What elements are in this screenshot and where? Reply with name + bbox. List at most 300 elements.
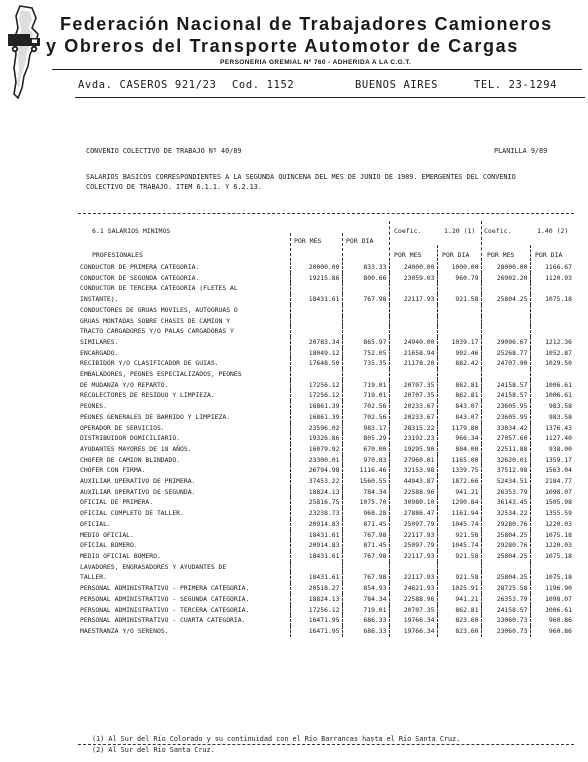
header-divider [342, 233, 343, 261]
header-divider [481, 221, 482, 261]
row-value-c1dia [437, 283, 481, 294]
row-description: CONDUCTOR DE TERCERA CATEGORIA (FLETES AL [80, 284, 238, 293]
row-value-mes: 18431.61 [290, 294, 342, 305]
intro-line-1: SALARIOS BASICOS CORRESPONDIENTES A LA SEGUNDA QUINCENA DEL MES DE JUNIO DE 1989. EMERGENTES DEL CONVENIO [86, 173, 516, 181]
table-row [78, 465, 574, 476]
row-value-c1mes: 23059.03 [389, 273, 437, 284]
row-value-dia: 983.17 [342, 423, 389, 434]
row-value-dia: 968.28 [342, 508, 389, 519]
table-row [78, 412, 574, 423]
row-value-dia [342, 283, 389, 294]
row-value-mes [290, 283, 342, 294]
row-value-mes [290, 326, 342, 337]
row-value-mes: 20000.00 [290, 262, 342, 273]
letterhead-bottom-rule [75, 97, 585, 98]
row-value-c2dia: 1075.18 [530, 530, 574, 541]
letterhead-divider [52, 69, 582, 70]
row-value-c1mes: 19766.34 [389, 615, 437, 626]
row-value-c2dia: 1355.59 [530, 508, 574, 519]
row-value-c2dia: 1075.18 [530, 551, 574, 562]
row-value-c1mes: 22117.93 [389, 551, 437, 562]
row-value-c2dia: 938.00 [530, 444, 574, 455]
row-value-mes: 19326.86 [290, 433, 342, 444]
row-description: OFICIAL. [80, 519, 111, 528]
row-description: PERSONAL ADMINISTRATIVO - TERCERA CATEGORIA. [80, 605, 250, 614]
row-description: CONDUCTOR DE PRIMERA CATEGORIA. [80, 263, 200, 271]
row-value-mes: 18431.61 [290, 551, 342, 562]
row-value-dia: 784.34 [342, 487, 389, 498]
row-value-c2dia: 1127.40 [530, 433, 574, 444]
row-value-dia: 735.35 [342, 358, 389, 369]
row-value-dia: 871.45 [342, 519, 389, 530]
row-value-c2dia [530, 369, 574, 380]
header-divider [290, 233, 291, 261]
row-value-dia [342, 562, 389, 573]
row-value-c1mes: 19766.34 [389, 626, 437, 637]
table-row [78, 615, 574, 626]
row-value-mes: 23238.73 [290, 508, 342, 519]
row-value-c1mes: 28315.22 [389, 423, 437, 434]
row-value-c1mes [389, 326, 437, 337]
row-value-dia [342, 326, 389, 337]
header-c2-por-mes: POR MES [487, 251, 515, 259]
row-description: PEONES. [80, 402, 107, 411]
row-value-dia: 1116.46 [342, 465, 389, 476]
header-c1-por-dia: POR DIA [442, 251, 470, 259]
letterhead-address: Avda. CASEROS 921/23 [78, 79, 217, 91]
row-value-c1dia: 921.58 [437, 551, 481, 562]
table-row [78, 594, 574, 605]
row-value-c1dia: 843.07 [437, 401, 481, 412]
table-row [78, 316, 574, 327]
table-row [78, 626, 574, 637]
row-value-c1mes: 19295.90 [389, 444, 437, 455]
row-value-c1dia: 804.00 [437, 444, 481, 455]
table-row [78, 572, 574, 583]
table-row [78, 390, 574, 401]
table-row [78, 540, 574, 551]
row-value-mes: 20914.83 [290, 540, 342, 551]
row-value-mes: 20518.27 [290, 583, 342, 594]
row-value-c2mes: 32534.22 [481, 508, 530, 519]
row-value-c1dia [437, 305, 481, 316]
row-value-c2mes: 27057.60 [481, 433, 530, 444]
letterhead [0, 0, 588, 120]
row-value-c2mes [481, 305, 530, 316]
row-value-c1dia: 862.81 [437, 605, 481, 616]
row-value-mes: 16471.95 [290, 626, 342, 637]
row-value-mes [290, 316, 342, 327]
row-value-c2dia: 1359.17 [530, 455, 574, 466]
row-value-c1mes: 24621.93 [389, 583, 437, 594]
row-value-dia: 686.33 [342, 626, 389, 637]
row-value-c1mes: 20707.35 [389, 380, 437, 391]
row-value-c2dia: 983.58 [530, 401, 574, 412]
row-description: SIMILARES. [80, 337, 119, 346]
row-value-c2mes: 25804.25 [481, 572, 530, 583]
row-value-c2mes [481, 562, 530, 573]
row-value-c2dia: 1196.90 [530, 583, 574, 594]
row-value-c1mes: 22588.96 [389, 487, 437, 498]
row-value-mes: 23596.02 [290, 423, 342, 434]
row-value-dia: 670.00 [342, 444, 389, 455]
row-description: PEONES GENERALES DE BARRIDO Y LIMPIEZA. [80, 412, 231, 421]
row-value-dia: 767.98 [342, 294, 389, 305]
row-value-dia: 800.66 [342, 273, 389, 284]
row-value-c1mes: 21658.94 [389, 348, 437, 359]
row-value-dia [342, 369, 389, 380]
row-value-c1mes: 20233.67 [389, 412, 437, 423]
row-value-c1dia: 966.34 [437, 433, 481, 444]
row-value-dia: 719.01 [342, 380, 389, 391]
row-value-mes: 25816.75 [290, 497, 342, 508]
table-row [78, 380, 574, 391]
row-value-c1mes: 23192.23 [389, 433, 437, 444]
row-description: PERSONAL ADMINISTRATIVO - CUARTA CATEGORIA. [80, 616, 246, 625]
row-value-c2dia: 1052.87 [530, 348, 574, 359]
row-value-c2dia: 1075.18 [530, 572, 574, 583]
row-value-c1mes: 44943.87 [389, 476, 437, 487]
row-value-dia: 970.83 [342, 455, 389, 466]
table-row [78, 551, 574, 562]
coef2-label: Coefic. [484, 227, 512, 235]
row-value-dia [342, 305, 389, 316]
row-value-c1dia: 843.07 [437, 412, 481, 423]
row-value-c2dia: 1220.03 [530, 540, 574, 551]
row-value-dia: 719.01 [342, 605, 389, 616]
row-value-c2dia: 1075.18 [530, 294, 574, 305]
row-value-c2dia: 960.86 [530, 615, 574, 626]
row-value-c2dia: 1505.98 [530, 497, 574, 508]
row-value-dia: 1560.55 [342, 476, 389, 487]
table-row [78, 476, 574, 487]
row-value-c1dia: 1045.74 [437, 519, 481, 530]
row-value-c2dia: 1166.67 [530, 262, 574, 273]
row-value-mes [290, 562, 342, 573]
row-value-c1mes: 22588.96 [389, 594, 437, 605]
row-value-c2mes: 36143.45 [481, 497, 530, 508]
row-value-c2mes: 24707.90 [481, 358, 530, 369]
row-value-c2mes: 28725.58 [481, 583, 530, 594]
row-value-c2dia [530, 326, 574, 337]
row-value-c1dia: 960.79 [437, 273, 481, 284]
row-description: TRACTO CARGADORES Y/O PALAS CARGADORAS Y [80, 327, 234, 336]
row-value-dia: 865.97 [342, 337, 389, 348]
coef1-value: 1.20 (1) [444, 227, 476, 235]
row-value-c2dia: 1220.03 [530, 519, 574, 530]
row-value-mes: 16861.39 [290, 412, 342, 423]
row-value-mes [290, 305, 342, 316]
row-value-c1mes: 22117.93 [389, 294, 437, 305]
table-row [78, 305, 574, 316]
row-description: DISTRIBUIDOR DOMICILIARIO. [80, 434, 181, 443]
row-value-c2dia: 1098.07 [530, 594, 574, 605]
row-value-c1dia: 921.58 [437, 572, 481, 583]
row-value-c2mes: 23060.73 [481, 615, 530, 626]
row-value-mes: 16861.39 [290, 401, 342, 412]
row-value-c2mes: 37512.98 [481, 465, 530, 476]
letterhead-postal-code: Cod. 1152 [232, 79, 295, 91]
row-description: MEDIO OFICIAL. [80, 530, 134, 539]
row-value-c2dia: 1563.04 [530, 465, 574, 476]
header-divider [530, 245, 531, 261]
coef1-label: Coefic. [394, 227, 422, 235]
header-profesionales: PROFESIONALES [92, 251, 143, 259]
footnote-1: (1) Al Sur del Río Colorado y su continuidad con el Río Barrancas hasta el Río Santa Cruz. [92, 735, 461, 743]
row-value-c1mes: 27960.01 [389, 455, 437, 466]
table-row [78, 455, 574, 466]
row-value-c2mes: 33034.42 [481, 423, 530, 434]
row-value-c2dia: 1120.93 [530, 273, 574, 284]
table-row [78, 444, 574, 455]
letterhead-title-line1: Federación Nacional de Trabajadores Camioneros [60, 14, 553, 34]
row-value-c1dia: 921.58 [437, 294, 481, 305]
letterhead-title-line2: y Obreros del Transporte Automotor de Cargas [46, 36, 519, 56]
table-row [78, 530, 574, 541]
row-value-mes: 20783.34 [290, 337, 342, 348]
row-value-c1mes: 25097.79 [389, 540, 437, 551]
table-row [78, 423, 574, 434]
row-value-c1mes: 27886.47 [389, 508, 437, 519]
row-value-c1dia: 1290.84 [437, 497, 481, 508]
row-value-c1mes: 22117.93 [389, 572, 437, 583]
row-value-c2mes: 25268.77 [481, 348, 530, 359]
row-value-c2dia [530, 283, 574, 294]
row-description: AYUDANTES MAYORES DE 18 AÑOS. [80, 444, 192, 453]
row-value-dia: 752.05 [342, 348, 389, 359]
row-value-c2mes: 29280.76 [481, 519, 530, 530]
row-value-dia: 784.34 [342, 594, 389, 605]
row-value-c1dia: 1000.00 [437, 262, 481, 273]
table-row [78, 583, 574, 594]
row-value-c2mes: 24158.57 [481, 605, 530, 616]
table-bottom-border [78, 744, 574, 745]
row-description: AUXILIAR OPERATIVO DE PRIMERA. [80, 477, 196, 486]
table-row [78, 401, 574, 412]
table-row [78, 326, 574, 337]
row-value-dia [342, 316, 389, 327]
table-row [78, 605, 574, 616]
row-description: TALLER. [80, 573, 107, 582]
row-value-c1dia: 1339.75 [437, 465, 481, 476]
footnote-2: (2) Al Sur del Río Santa Cruz. [92, 746, 215, 754]
row-value-c2dia: 1212.36 [530, 337, 574, 348]
header-por-mes: POR MES [294, 237, 322, 245]
row-value-c2dia: 1376.43 [530, 423, 574, 434]
row-value-c1dia: 1045.74 [437, 540, 481, 551]
row-description: LAVADORES, ENGRASADORES Y AYUDANTES DE [80, 562, 227, 571]
row-value-c1dia [437, 562, 481, 573]
row-description: DE MUDANZA Y/O REPARTO. [80, 380, 169, 389]
row-value-c2mes: 28000.00 [481, 262, 530, 273]
row-value-c2mes: 25804.25 [481, 294, 530, 305]
row-value-c1mes: 30980.10 [389, 497, 437, 508]
row-value-c1dia [437, 316, 481, 327]
row-value-dia: 854.93 [342, 583, 389, 594]
row-value-c1mes: 24940.00 [389, 337, 437, 348]
table-row [78, 283, 574, 294]
row-value-c2dia: 1029.50 [530, 358, 574, 369]
row-description: CHOFER CON FIRMA. [80, 466, 146, 475]
row-description: INSTANTE). [80, 295, 119, 304]
row-value-c2mes: 22511.88 [481, 444, 530, 455]
intro-line-2: COLECTIVO DE TRABAJO. ITEM 6.1.1. Y 6.2.13. [86, 183, 262, 191]
row-value-c2mes: 26902.20 [481, 273, 530, 284]
row-value-c1dia: 823.60 [437, 626, 481, 637]
row-value-c1mes: 20707.35 [389, 605, 437, 616]
row-value-c2dia: 2184.77 [530, 476, 574, 487]
row-value-dia: 702.56 [342, 401, 389, 412]
row-description: CHOFER DE CAMION BLINDADO. [80, 455, 181, 464]
row-value-dia: 833.33 [342, 262, 389, 273]
row-value-dia: 719.01 [342, 390, 389, 401]
row-value-mes: 20914.83 [290, 519, 342, 530]
row-value-dia: 767.98 [342, 530, 389, 541]
row-value-c2mes: 23060.73 [481, 626, 530, 637]
table-top-border [78, 213, 574, 214]
row-description: PERSONAL ADMINISTRATIVO - SEGUNDA CATEGORIA. [80, 594, 250, 603]
row-value-dia: 702.56 [342, 412, 389, 423]
row-value-c2mes: 23605.95 [481, 412, 530, 423]
row-value-c1mes [389, 316, 437, 327]
row-value-c1dia: 921.58 [437, 530, 481, 541]
row-description: CONDUCTORES DE GRUAS MOVILES, AUTOGRUAS O [80, 305, 238, 314]
row-value-c2mes: 25804.25 [481, 530, 530, 541]
row-value-c1mes: 24000.00 [389, 262, 437, 273]
row-value-c2dia: 1098.07 [530, 487, 574, 498]
row-description: PERSONAL ADMINISTRATIVO - PRIMERA CATEGORIA. [80, 584, 250, 593]
row-value-mes: 16079.92 [290, 444, 342, 455]
row-value-c2mes [481, 326, 530, 337]
row-description: RECIBIDOR Y/O CLASIFICADOR DE GUIAS. [80, 359, 219, 368]
row-value-dia: 686.33 [342, 615, 389, 626]
row-value-c1dia: 941.21 [437, 594, 481, 605]
header-divider [389, 221, 390, 261]
row-description: CONDUCTOR DE SEGUNDA CATEGORIA. [80, 273, 200, 282]
table-row [78, 262, 574, 273]
row-value-c1mes: 32153.98 [389, 465, 437, 476]
row-value-c2mes: 52434.51 [481, 476, 530, 487]
header-divider [437, 245, 438, 261]
row-value-mes: 17256.12 [290, 390, 342, 401]
row-value-c1dia [437, 326, 481, 337]
row-value-dia: 767.98 [342, 572, 389, 583]
planilla-number: PLANILLA 9/89 [494, 147, 548, 155]
salary-table [78, 262, 574, 637]
row-value-c1mes: 20707.35 [389, 390, 437, 401]
row-value-mes: 23300.01 [290, 455, 342, 466]
row-value-c1dia: 1025.91 [437, 583, 481, 594]
row-value-c1dia: 1161.94 [437, 508, 481, 519]
row-value-c2mes: 25804.25 [481, 551, 530, 562]
row-value-c1mes [389, 305, 437, 316]
row-description: OPERADOR DE SERVICIOS. [80, 423, 165, 432]
table-row [78, 487, 574, 498]
section-title: 6.1 SALARIOS MINIMOS [92, 227, 171, 235]
row-value-c1mes: 21178.20 [389, 358, 437, 369]
table-row [78, 369, 574, 380]
row-value-c1dia: 941.21 [437, 487, 481, 498]
row-description: EMBALADORES, PEONES ESPECIALIZADOS, PEONES [80, 370, 242, 379]
table-row [78, 348, 574, 359]
row-value-c2mes [481, 316, 530, 327]
row-value-c1dia [437, 369, 481, 380]
table-row [78, 519, 574, 530]
row-value-c1mes [389, 562, 437, 573]
row-value-c2mes: 29096.67 [481, 337, 530, 348]
row-description: MEDIO OFICIAL BOMERO. [80, 551, 161, 560]
row-value-c2dia: 1006.61 [530, 605, 574, 616]
row-value-mes: 37453.22 [290, 476, 342, 487]
row-value-mes: 26794.98 [290, 465, 342, 476]
row-value-mes: 17648.50 [290, 358, 342, 369]
row-value-mes: 17256.12 [290, 380, 342, 391]
table-row [78, 433, 574, 444]
header-por-dia: POR DIA [346, 237, 374, 245]
row-value-mes: 17256.12 [290, 605, 342, 616]
header-c2-por-dia: POR DIA [535, 251, 563, 259]
row-value-c1dia: 1039.17 [437, 337, 481, 348]
row-value-mes: 18431.61 [290, 530, 342, 541]
row-value-c1dia: 882.42 [437, 358, 481, 369]
row-value-dia: 805.29 [342, 433, 389, 444]
row-description: MAESTRANZA Y/O SERENOS. [80, 626, 169, 635]
row-value-c2dia [530, 305, 574, 316]
row-value-c2mes [481, 369, 530, 380]
row-description: OFICIAL BOMERO. [80, 541, 138, 550]
row-value-c1dia: 1179.80 [437, 423, 481, 434]
table-row [78, 562, 574, 573]
row-description: RECOLECTORES DE RESIDUO Y LIMPIEZA. [80, 391, 215, 400]
table-row [78, 294, 574, 305]
row-value-c2dia: 1006.61 [530, 380, 574, 391]
row-value-c2dia: 1006.61 [530, 390, 574, 401]
row-description: OFICIAL DE PRIMERA. [80, 498, 154, 507]
table-row [78, 273, 574, 284]
row-value-c2mes: 32620.01 [481, 455, 530, 466]
row-value-c1mes: 20233.67 [389, 401, 437, 412]
row-value-dia: 767.98 [342, 551, 389, 562]
row-value-c2mes [481, 283, 530, 294]
row-value-mes: 18824.13 [290, 487, 342, 498]
table-row [78, 358, 574, 369]
row-value-c2mes: 26353.79 [481, 594, 530, 605]
row-value-dia: 871.45 [342, 540, 389, 551]
row-value-dia: 1075.70 [342, 497, 389, 508]
coef2-value: 1.40 (2) [537, 227, 569, 235]
row-value-mes: 18049.12 [290, 348, 342, 359]
row-value-c2mes: 24158.57 [481, 380, 530, 391]
convenio-title: CONVENIO COLECTIVO DE TRABAJO Nº 40/89 [86, 147, 242, 155]
row-description: GRUAS MONTADAS SOBRE CHASIS DE CAMION Y [80, 316, 231, 325]
row-value-c2dia: 983.58 [530, 412, 574, 423]
table-row [78, 497, 574, 508]
row-value-mes: 18431.61 [290, 572, 342, 583]
row-value-c2dia [530, 562, 574, 573]
row-description: OFICIAL COMPLETO DE TALLER. [80, 509, 184, 518]
row-value-c1dia: 1165.00 [437, 455, 481, 466]
row-value-c2mes: 26353.79 [481, 487, 530, 498]
row-value-c2mes: 24158.57 [481, 390, 530, 401]
row-description: AUXILIAR OPERATIVO DE SEGUNDA. [80, 487, 196, 496]
row-value-c2dia [530, 316, 574, 327]
table-row [78, 337, 574, 348]
row-value-c2dia: 960.86 [530, 626, 574, 637]
truck-logo-icon [6, 30, 44, 54]
row-value-c1mes [389, 369, 437, 380]
row-value-c1mes: 25097.79 [389, 519, 437, 530]
row-value-c1mes: 22117.93 [389, 530, 437, 541]
